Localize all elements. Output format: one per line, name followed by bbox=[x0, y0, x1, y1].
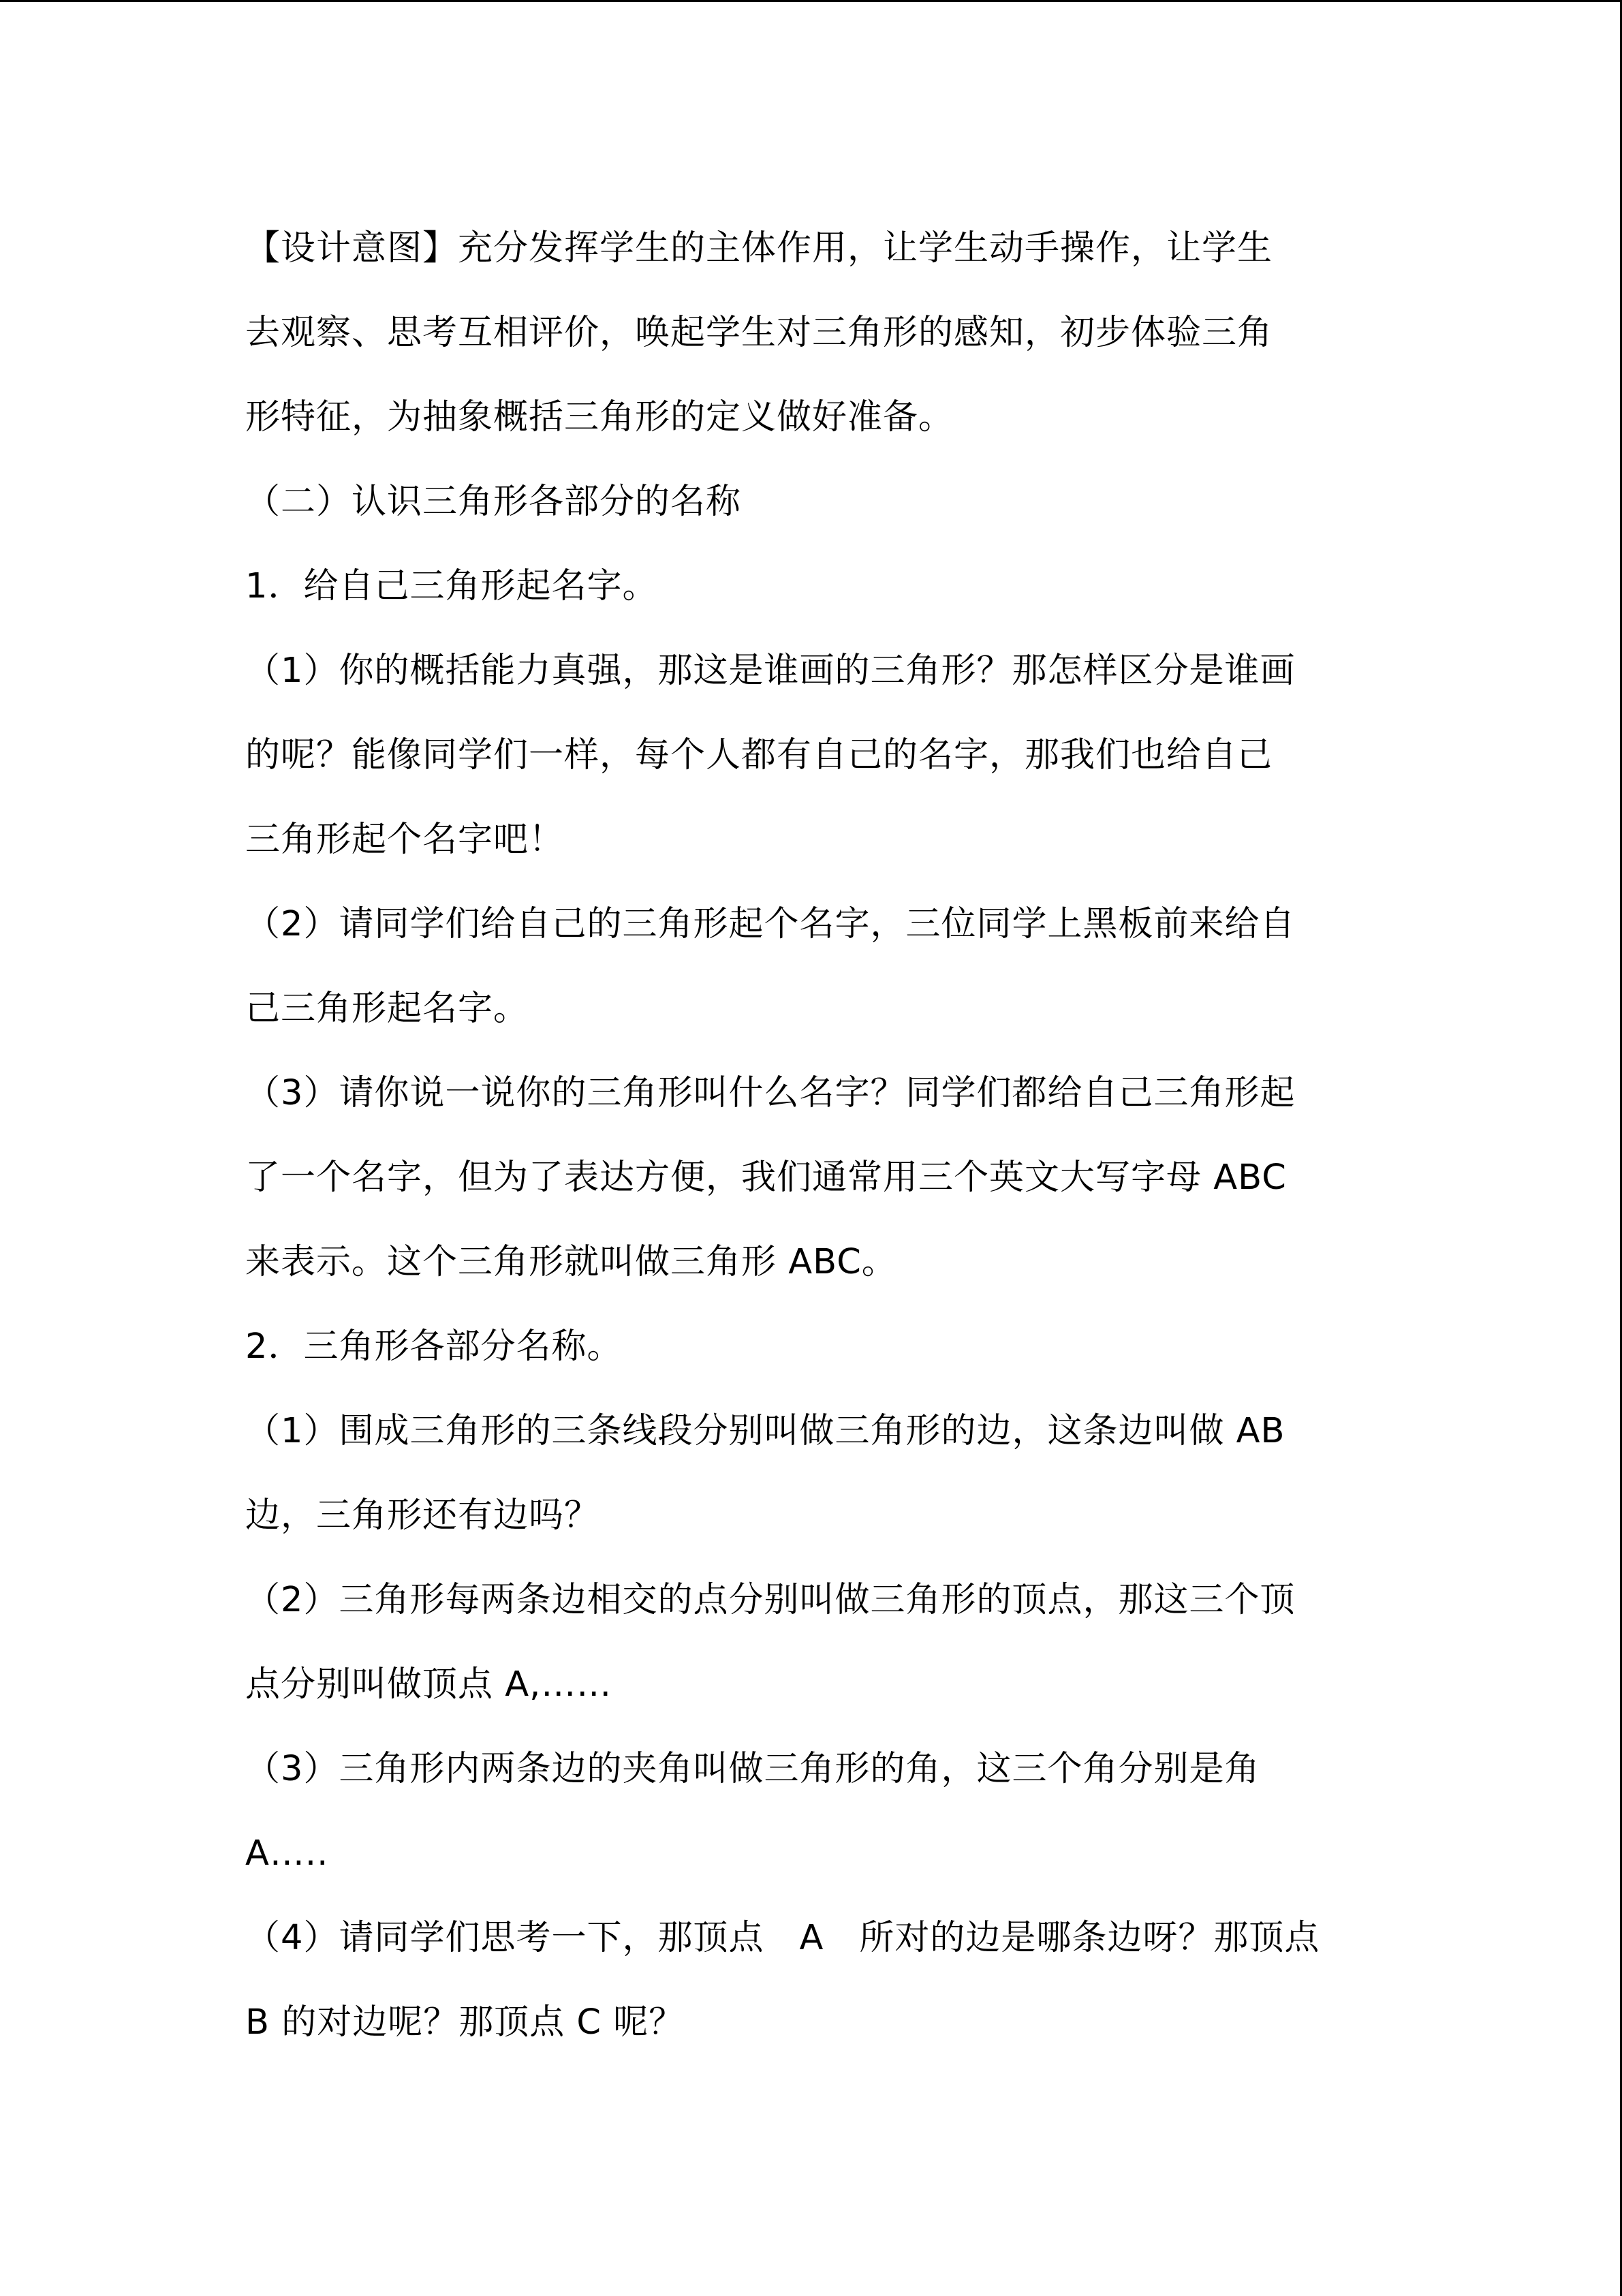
text-line: （4）请同学们思考一下，那顶点 A 所对的边是哪条边呀？那顶点 bbox=[245, 1918, 1320, 1958]
subsection-heading: 1．给自己三角形起名字。 bbox=[245, 566, 658, 606]
text-line: 三角形起个名字吧！ bbox=[245, 820, 565, 860]
section-heading: （二）认识三角形各部分的名称 bbox=[245, 482, 742, 522]
text-line: （1）围成三角形的三条线段分别叫做三角形的边，这条边叫做 AB bbox=[245, 1411, 1285, 1451]
text-line: 点分别叫做顶点 A,…… bbox=[245, 1664, 612, 1705]
text-line: （2）请同学们给自己的三角形起个名字，三位同学上黑板前来给自 bbox=[245, 904, 1296, 944]
text-line: 【设计意图】充分发挥学生的主体作用，让学生动手操作，让学生 bbox=[245, 228, 1273, 268]
text-line: 去观察、思考互相评价，唤起学生对三角形的感知，初步体验三角 bbox=[245, 313, 1273, 353]
text-line: A….. bbox=[245, 1833, 329, 1874]
text-line: B 的对边呢？那顶点 C 呢？ bbox=[245, 2002, 685, 2043]
text-line: （3）三角形内两条边的夹角叫做三角形的角，这三个角分别是角 bbox=[245, 1749, 1260, 1789]
text-line: 来表示。这个三角形就叫做三角形 ABC。 bbox=[245, 1242, 897, 1282]
text-line: 己三角形起名字。 bbox=[245, 989, 529, 1029]
text-line: 形特征，为抽象概括三角形的定义做好准备。 bbox=[245, 397, 954, 437]
subsection-heading: 2．三角形各部分名称。 bbox=[245, 1327, 623, 1367]
text-line: 了一个名字，但为了表达方便，我们通常用三个英文大写字母 ABC bbox=[245, 1158, 1287, 1198]
text-line: 的呢？能像同学们一样，每个人都有自己的名字，那我们也给自己 bbox=[245, 735, 1273, 775]
text-line: 边，三角形还有边吗？ bbox=[245, 1495, 600, 1536]
text-line: （2）三角形每两条边相交的点分别叫做三角形的顶点，那这三个顶 bbox=[245, 1580, 1296, 1620]
text-line: （3）请你说一说你的三角形叫什么名字？同学们都给自己三角形起 bbox=[245, 1073, 1296, 1113]
document-body bbox=[245, 206, 1376, 2065]
text-line: （1）你的概括能力真强，那这是谁画的三角形？那怎样区分是谁画 bbox=[245, 651, 1296, 691]
